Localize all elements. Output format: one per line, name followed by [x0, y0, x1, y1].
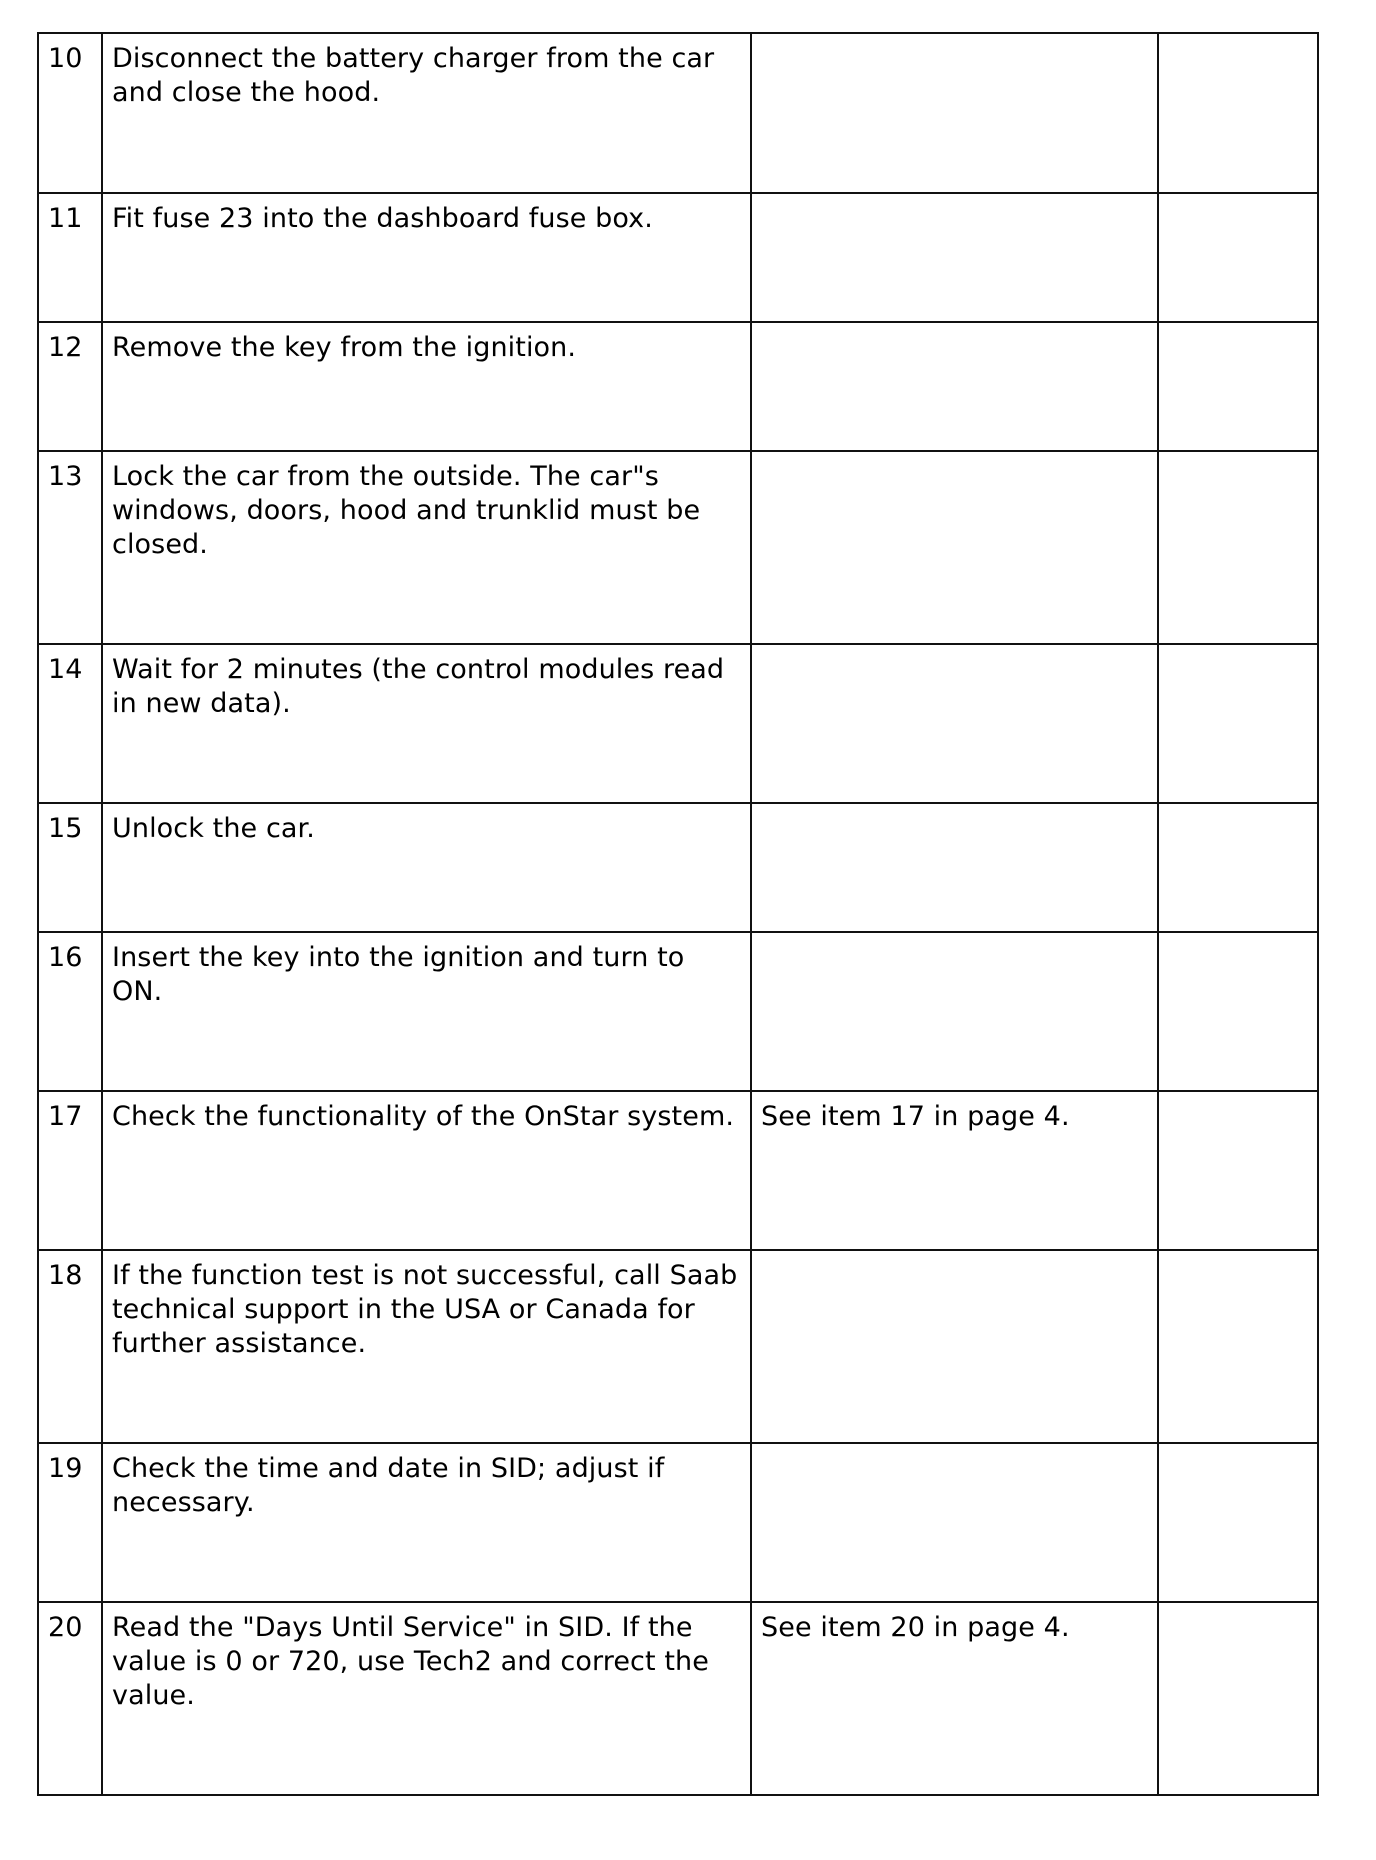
step-description: If the function test is not successful, call Saab technical support in the USA or Canada for further assistance.	[102, 1250, 751, 1443]
step-check-cell	[1158, 644, 1318, 803]
step-number: 19	[38, 1443, 102, 1602]
step-number: 15	[38, 803, 102, 932]
step-check-cell	[1158, 1602, 1318, 1795]
step-check-cell	[1158, 451, 1318, 644]
table-row	[38, 322, 1318, 451]
step-check-cell	[1158, 33, 1318, 193]
step-reference	[751, 33, 1158, 193]
step-description: Unlock the car.	[102, 803, 751, 932]
step-number: 14	[38, 644, 102, 803]
step-reference	[751, 322, 1158, 451]
step-check-cell	[1158, 322, 1318, 451]
step-reference	[751, 193, 1158, 322]
table-row	[38, 803, 1318, 932]
table-row	[38, 1602, 1318, 1795]
step-number: 17	[38, 1091, 102, 1250]
step-description: Check the functionality of the OnStar system.	[102, 1091, 751, 1250]
step-check-cell	[1158, 1091, 1318, 1250]
step-reference: See item 17 in page 4.	[751, 1091, 1158, 1250]
step-reference: See item 20 in page 4.	[751, 1602, 1158, 1795]
step-check-cell	[1158, 193, 1318, 322]
table-row	[38, 33, 1318, 193]
step-reference	[751, 1443, 1158, 1602]
step-description: Remove the key from the ignition.	[102, 322, 751, 451]
step-description: Insert the key into the ignition and turn to ON.	[102, 932, 751, 1091]
step-number: 18	[38, 1250, 102, 1443]
step-description: Wait for 2 minutes (the control modules read in new data).	[102, 644, 751, 803]
step-reference	[751, 932, 1158, 1091]
step-reference	[751, 451, 1158, 644]
step-description: Read the "Days Until Service" in SID. If the value is 0 or 720, use Tech2 and correct the value.	[102, 1602, 751, 1795]
table-row	[38, 1091, 1318, 1250]
step-description: Fit fuse 23 into the dashboard fuse box.	[102, 193, 751, 322]
step-description: Check the time and date in SID; adjust if necessary.	[102, 1443, 751, 1602]
step-reference	[751, 644, 1158, 803]
table-row	[38, 644, 1318, 803]
step-check-cell	[1158, 1250, 1318, 1443]
step-number: 13	[38, 451, 102, 644]
step-reference	[751, 1250, 1158, 1443]
step-check-cell	[1158, 932, 1318, 1091]
step-number: 16	[38, 932, 102, 1091]
step-check-cell	[1158, 1443, 1318, 1602]
table-row	[38, 932, 1318, 1091]
step-check-cell	[1158, 803, 1318, 932]
step-number: 12	[38, 322, 102, 451]
table-row	[38, 193, 1318, 322]
step-number: 11	[38, 193, 102, 322]
table-row	[38, 1250, 1318, 1443]
table-row	[38, 451, 1318, 644]
step-description: Disconnect the battery charger from the car and close the hood.	[102, 33, 751, 193]
step-reference	[751, 803, 1158, 932]
step-number: 20	[38, 1602, 102, 1795]
checklist-table	[37, 32, 1319, 1796]
step-number: 10	[38, 33, 102, 193]
step-description: Lock the car from the outside. The car"s windows, doors, hood and trunklid must be closed.	[102, 451, 751, 644]
table-row	[38, 1443, 1318, 1602]
